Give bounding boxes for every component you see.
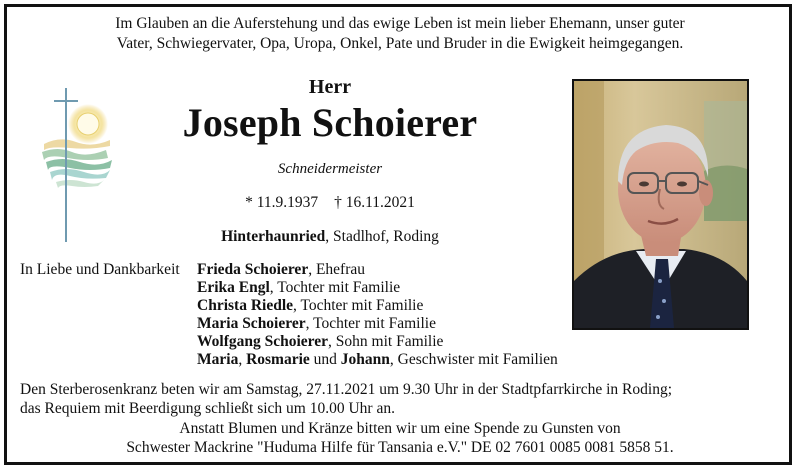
mourner-name: Erika Engl	[197, 279, 270, 296]
portrait-photo	[572, 79, 749, 330]
occupation: Schneidermeister	[277, 161, 383, 177]
sibling-name: Johann	[340, 351, 390, 368]
intro-line-2: Vater, Schwiegervater, Opa, Uropa, Onkel, Pate und Bruder in die Ewigkeit heimgegangen.	[116, 35, 684, 52]
mourner-relation: , Geschwister mit Familien	[389, 351, 558, 368]
sibling-name: Maria	[197, 351, 239, 368]
mourner-item	[197, 297, 558, 315]
mourner-name: Maria Schoierer	[197, 315, 306, 332]
residence-main: Hinterhaunried	[221, 228, 326, 245]
donation-info	[0, 419, 800, 457]
residence-rest: , Stadlhof, Roding	[325, 228, 439, 245]
thanks-label: In Liebe und Dankbarkeit	[20, 261, 180, 278]
separator: ,	[238, 351, 247, 368]
service-info	[20, 380, 672, 418]
mourner-relation: , Ehefrau	[308, 261, 366, 278]
birth-date: * 11.9.1937	[245, 194, 319, 211]
intro-text	[0, 14, 800, 54]
service-line-1: Den Sterberosenkranz beten wir am Samstag, 27.11.2021 um 9.30 Uhr in der Stadtpfarrkirche in Roding;	[20, 381, 672, 398]
mourner-item	[197, 261, 558, 279]
mourner-item-siblings	[197, 351, 558, 369]
sibling-name: Rosmarie	[246, 351, 310, 368]
separator: und	[309, 351, 341, 368]
mourner-item	[197, 333, 558, 351]
residence	[0, 228, 660, 246]
mourner-name: Wolfgang Schoierer	[197, 333, 329, 350]
donation-line-2: Schwester Mackrine "Huduma Hilfe für Tansania e.V." DE 02 7601 0085 0081 5858 51.	[126, 439, 674, 456]
service-line-2: das Requiem mit Beerdigung schließt sich um 10.00 Uhr an.	[20, 400, 395, 417]
donation-line-1: Anstatt Blumen und Kränze bitten wir um eine Spende zu Gunsten von	[179, 420, 621, 437]
intro-line-1: Im Glauben an die Auferstehung und das ewige Leben ist mein lieber Ehemann, unser guter	[115, 15, 685, 32]
salutation: Herr	[308, 76, 352, 98]
mourner-name: Christa Riedle	[197, 297, 294, 314]
deceased-name: Joseph Schoierer	[182, 100, 478, 145]
mourner-item	[197, 279, 558, 297]
mourner-item	[197, 315, 558, 333]
death-date: † 16.11.2021	[334, 194, 415, 211]
mourner-relation: , Tochter mit Familie	[293, 297, 424, 314]
mourner-relation: , Tochter mit Familie	[305, 315, 436, 332]
life-dates	[0, 194, 660, 212]
mourners-list	[197, 261, 558, 369]
mourner-name: Frieda Schoierer	[197, 261, 309, 278]
portrait-illustration	[574, 81, 747, 328]
mourner-relation: , Sohn mit Familie	[328, 333, 444, 350]
mourner-relation: , Tochter mit Familie	[269, 279, 401, 296]
